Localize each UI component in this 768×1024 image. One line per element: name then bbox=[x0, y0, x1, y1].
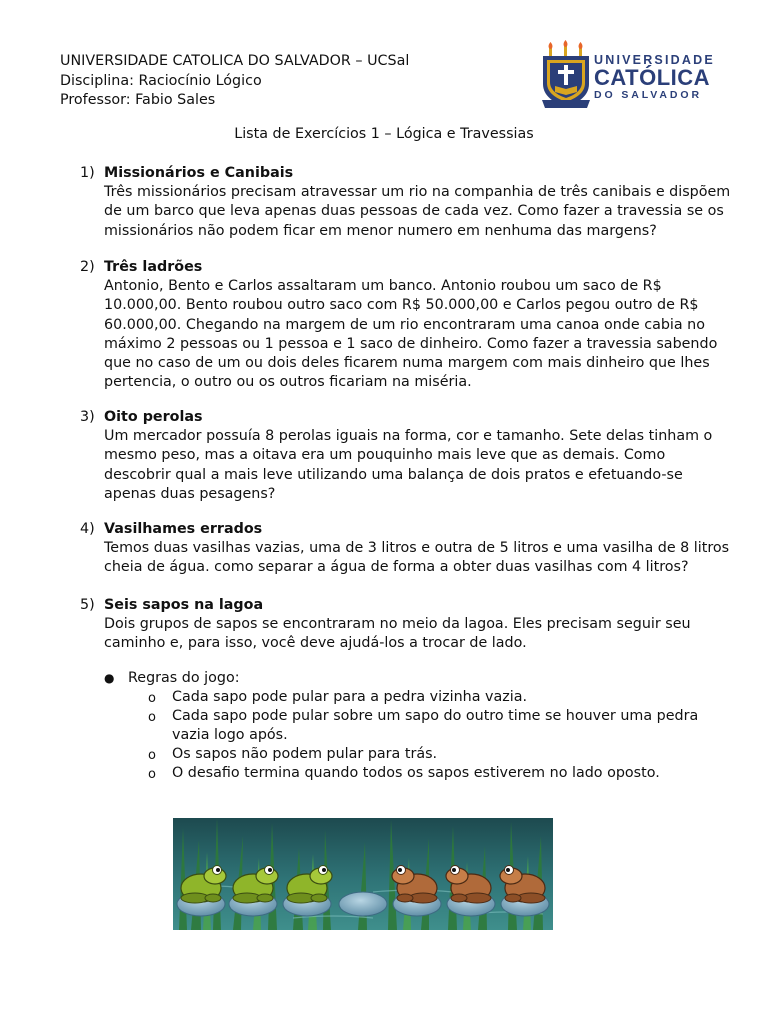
text-line: 10.000,00. Bento roubou outro saco com R$ 50.000,00 e Carlos pegou outro de R$ bbox=[104, 297, 699, 314]
text-line: 60.000,00. Chegando na margem de um rio encontraram uma canoa onde cabia no bbox=[104, 316, 705, 333]
professor-line: Professor: Fabio Sales bbox=[60, 92, 216, 108]
text-line: descobrir qual a mais leve utilizando uma balança de dois pratos e efetuando-se bbox=[104, 466, 683, 483]
exercise-number: 1) bbox=[80, 165, 95, 181]
text-line: Um mercador possuía 8 perolas iguais na forma, cor e tamanho. Sete delas tinham o bbox=[104, 428, 713, 445]
bullet-icon: ● bbox=[104, 671, 115, 685]
text-line: Dois grupos de sapos se encontraram no meio da lagoa. Eles precisam seguir seu bbox=[104, 616, 691, 633]
exercise-number: 5) bbox=[80, 597, 95, 613]
circle-bullet-icon: o bbox=[148, 748, 156, 763]
text-line: apenas duas pesagens? bbox=[104, 485, 276, 502]
exercise-title: Oito perolas bbox=[104, 409, 203, 425]
shield-crest-icon bbox=[540, 40, 592, 112]
exercise-text bbox=[104, 277, 718, 392]
text-line: cheia de água. como separar a água de forma a obter duas vasilhas com 4 litros? bbox=[104, 559, 689, 576]
text-line: máximo 2 pessoas ou 1 pessoa e 1 saco de dinheiro. Como fazer a travessia sabendo bbox=[104, 335, 718, 352]
exercise-number: 2) bbox=[80, 259, 95, 275]
frog-game-illustration bbox=[173, 818, 553, 930]
logo-line-3: DO SALVADOR bbox=[594, 89, 702, 101]
frog-pond-image bbox=[173, 818, 553, 930]
exercise-text bbox=[104, 615, 704, 653]
exercise-title: Seis sapos na lagoa bbox=[104, 597, 264, 613]
rule-text: Os sapos não podem pular para trás. bbox=[172, 746, 438, 762]
circle-bullet-icon: o bbox=[148, 691, 156, 706]
logo-line-1: UNIVERSIDADE bbox=[594, 53, 715, 67]
exercise-number: 4) bbox=[80, 521, 95, 537]
exercise-text bbox=[104, 427, 713, 504]
text-line: pertencia, o outro ou os outros ficariam na miséria. bbox=[104, 374, 472, 391]
text-line: caminho e, para isso, você deve ajudá-los a trocar de lado. bbox=[104, 635, 527, 652]
exercise-title: Missionários e Canibais bbox=[104, 165, 294, 181]
text-line: Temos duas vasilhas vazias, uma de 3 litros e outra de 5 litros e uma vasilha de 8 litros bbox=[104, 540, 730, 557]
rule-text: vazia logo após. bbox=[172, 727, 288, 743]
university-logo bbox=[540, 40, 715, 112]
exercise-number: 3) bbox=[80, 409, 95, 425]
logo-wordmark bbox=[594, 53, 715, 101]
exercise-text bbox=[104, 183, 731, 241]
rule-text: Cada sapo pode pular sobre um sapo do outro time se houver uma pedra bbox=[172, 708, 699, 724]
text-line: Antonio, Bento e Carlos assaltaram um banco. Antonio roubou um saco de R$ bbox=[104, 278, 662, 295]
document-header bbox=[60, 52, 409, 111]
exercise-title: Vasilhames errados bbox=[104, 521, 263, 537]
logo-line-2: CATÓLICA bbox=[594, 65, 711, 90]
rule-text: O desafio termina quando todos os sapos estiverem no lado oposto. bbox=[172, 765, 660, 781]
circle-bullet-icon: o bbox=[148, 767, 156, 782]
university-name: UNIVERSIDADE CATOLICA DO SALVADOR – UCSal bbox=[60, 53, 410, 69]
text-line: que no caso de um ou dois deles ficarem numa margem com mais dinheiro que lhes bbox=[104, 355, 710, 371]
text-line: mesmo peso, mas a oitava era um pouquinho mais leve que as demais. Como bbox=[104, 447, 666, 464]
discipline-line: Disciplina: Raciocínio Lógico bbox=[60, 72, 262, 89]
exercise-text bbox=[104, 539, 730, 577]
text-line: de um barco que leva apenas duas pessoas de cada vez. Como fazer a travessia se os bbox=[104, 203, 724, 220]
rule-text: Cada sapo pode pular para a pedra vizinha vazia. bbox=[172, 689, 528, 705]
list-title: Lista de Exercícios 1 – Lógica e Travessias bbox=[234, 126, 534, 142]
rules-label: Regras do jogo: bbox=[128, 670, 240, 686]
circle-bullet-icon: o bbox=[148, 710, 156, 725]
text-line: missionários não podem ficar em menor numero em nenhuma das margens? bbox=[104, 222, 657, 239]
text-line: Três missionários precisam atravessar um rio na companhia de três canibais e dispõem bbox=[104, 184, 731, 201]
exercise-title: Três ladrões bbox=[104, 259, 203, 275]
